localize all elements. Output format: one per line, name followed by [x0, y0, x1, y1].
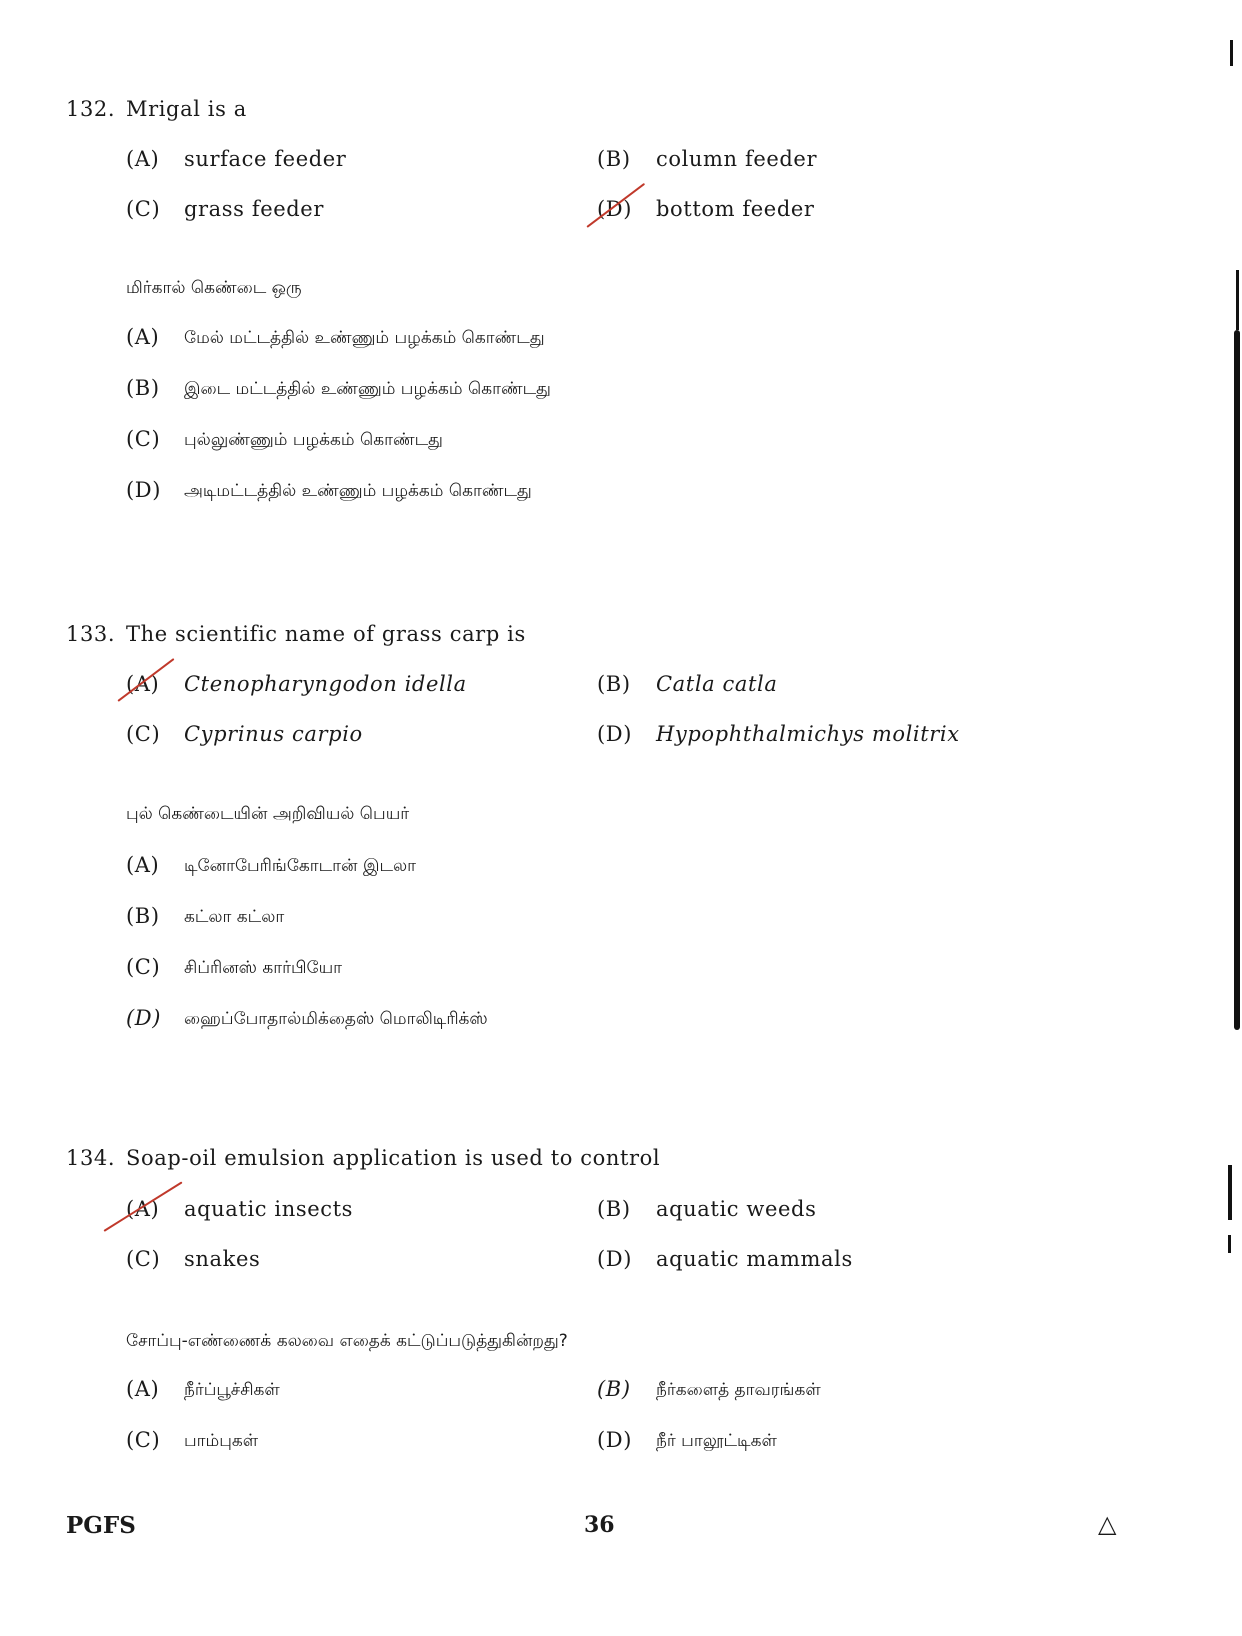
tamil-question-text: மிர்கால் கெண்டை ஒரு — [126, 278, 302, 298]
option-text: snakes — [184, 1247, 261, 1271]
option-key: (A) — [126, 672, 160, 696]
tamil-option-text: பாம்புகள் — [184, 1431, 259, 1451]
tamil-question-text: சோப்பு-எண்ணைக் கலவை எதைக் கட்டுப்படுத்துகின்றது? — [126, 1331, 568, 1351]
paper-code: PGFS — [66, 1512, 136, 1539]
tamil-option-text: நீர் பாலூட்டிகள் — [656, 1431, 777, 1451]
question-text: The scientific name of grass carp is — [126, 622, 526, 646]
option-key: (B) — [597, 147, 631, 171]
tamil-option-text: இடை மட்டத்தில் உண்ணும் பழக்கம் கொண்டது — [184, 379, 551, 399]
option-key: (A) — [126, 147, 160, 171]
option-text: aquatic weeds — [656, 1197, 817, 1221]
tamil-option-text: அடிமட்டத்தில் உண்ணும் பழக்கம் கொண்டது — [184, 481, 532, 501]
tamil-option-text: மேல் மட்டத்தில் உண்ணும் பழக்கம் கொண்டது — [184, 328, 545, 348]
question-number: 132. — [66, 97, 116, 121]
scan-edge-mark — [1230, 40, 1233, 66]
option-text: bottom feeder — [656, 197, 815, 221]
tamil-option-text: கட்லா கட்லா — [184, 907, 285, 927]
tamil-option-key: (A) — [126, 1377, 160, 1401]
question-text: Mrigal is a — [126, 97, 247, 121]
option-key: (B) — [597, 672, 631, 696]
tamil-option-text: நீர்ப்பூச்சிகள் — [184, 1380, 280, 1400]
option-key: (D) — [597, 1247, 633, 1271]
tamil-option-key: (C) — [126, 427, 161, 451]
option-text: aquatic insects — [184, 1197, 354, 1221]
option-text: Cyprinus carpio — [184, 722, 363, 746]
tamil-option-key: (C) — [126, 955, 161, 979]
option-key: (A) — [126, 1197, 160, 1221]
tamil-question-text: புல் கெண்டையின் அறிவியல் பெயர் — [126, 804, 410, 824]
tamil-option-text: டினோபேரிங்கோடான் இடலா — [184, 856, 416, 876]
option-key: (D) — [597, 722, 633, 746]
triangle-icon: △ — [1098, 1510, 1117, 1538]
tamil-option-key: (C) — [126, 1428, 161, 1452]
tamil-option-key: (A) — [126, 325, 160, 349]
tamil-option-key: (B) — [597, 1377, 631, 1401]
option-text: surface feeder — [184, 147, 347, 171]
option-key: (B) — [597, 1197, 631, 1221]
tamil-option-key: (D) — [126, 478, 162, 502]
tamil-option-text: சிப்ரினஸ் கார்பியோ — [184, 958, 343, 978]
tamil-option-key: (D) — [126, 1006, 162, 1030]
tamil-option-text: ஹைப்போதால்மிக்தைஸ் மொலிடிரிக்ஸ் — [184, 1009, 488, 1029]
question-number: 134. — [66, 1146, 116, 1170]
tamil-option-key: (D) — [597, 1428, 633, 1452]
option-text: aquatic mammals — [656, 1247, 853, 1271]
tamil-option-text: புல்லுண்ணும் பழக்கம் கொண்டது — [184, 430, 443, 450]
question-number: 133. — [66, 622, 116, 646]
answer-tick-mark — [586, 183, 645, 228]
page-number: 36 — [584, 1512, 615, 1538]
scan-edge-mark — [1228, 1165, 1232, 1220]
tamil-option-key: (A) — [126, 853, 160, 877]
option-key: (C) — [126, 1247, 161, 1271]
tamil-option-key: (B) — [126, 376, 160, 400]
option-key: (D) — [597, 197, 633, 221]
option-text: Ctenopharyngodon idella — [184, 672, 467, 696]
tamil-option-text: நீர்களைத் தாவரங்கள் — [656, 1380, 821, 1400]
option-text: Hypophthalmichys molitrix — [656, 722, 960, 746]
question-text: Soap-oil emulsion application is used to control — [126, 1146, 661, 1170]
scan-edge-mark — [1236, 270, 1239, 330]
answer-tick-mark — [103, 1181, 182, 1231]
tamil-option-key: (B) — [126, 904, 160, 928]
option-text: column feeder — [656, 147, 818, 171]
scan-edge-mark — [1228, 1235, 1231, 1253]
scan-edge-mark — [1234, 330, 1240, 1030]
option-text: grass feeder — [184, 197, 324, 221]
option-key: (C) — [126, 197, 161, 221]
option-text: Catla catla — [656, 672, 778, 696]
option-key: (C) — [126, 722, 161, 746]
